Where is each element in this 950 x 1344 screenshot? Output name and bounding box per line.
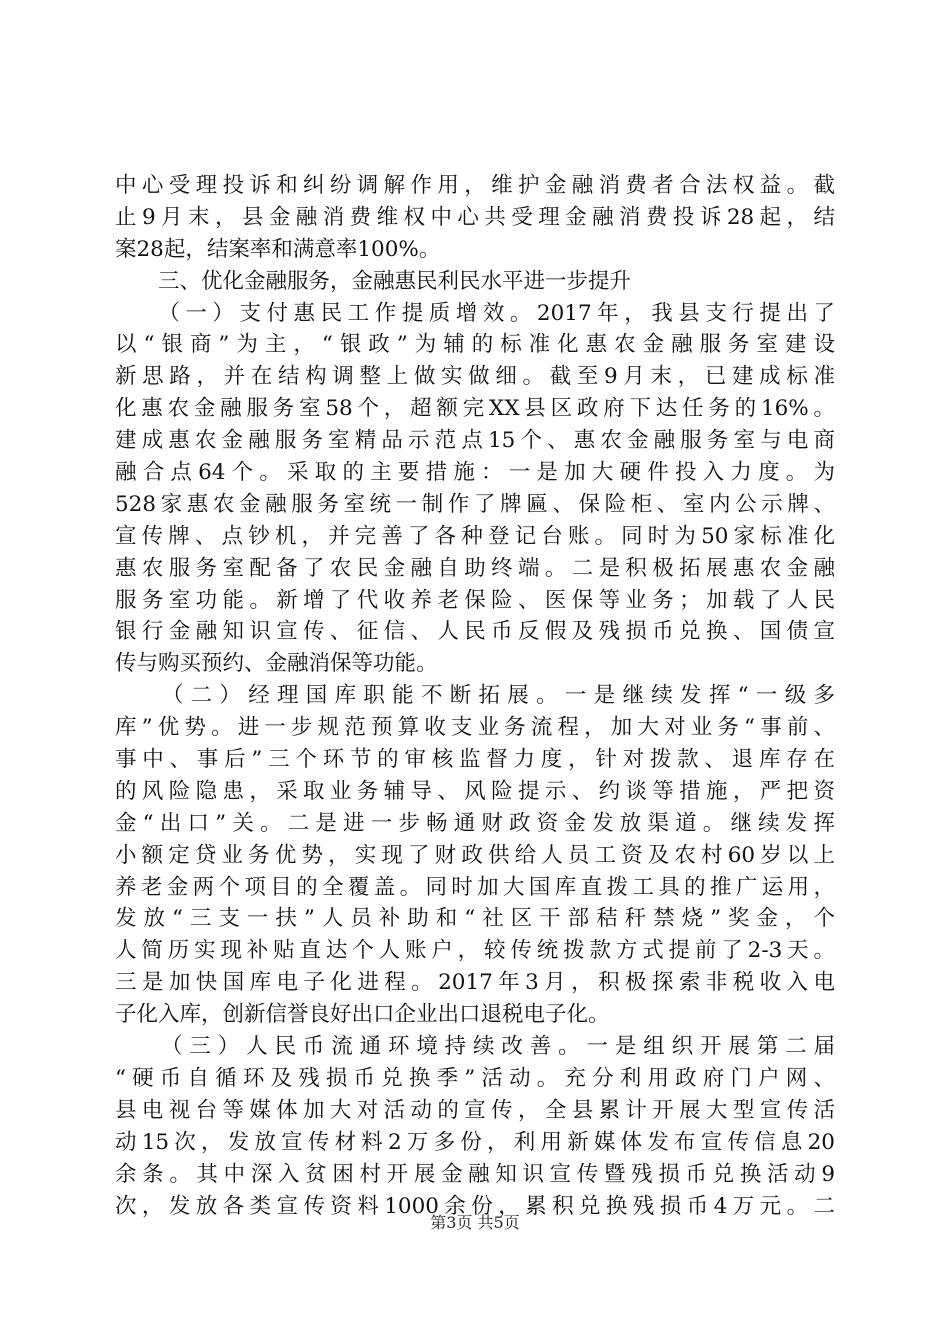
text-line: 服务室功能。新增了代收养老保险、医保等业务；加载了人民 [115, 587, 835, 613]
text-line: 的风险隐患，采取业务辅导、风险提示、约谈等措施，严把资 [115, 778, 835, 804]
text-line: 人简历实现补贴直达个人账户，较传统拨款方式提前了2-3天。 [115, 938, 835, 964]
text-line: 中心受理投诉和纠纷调解作用，维护金融消费者合法权益。截 [115, 173, 835, 198]
text-line: 小额定贷业务优势，实现了财政供给人员工资及农村60岁以上 [115, 842, 835, 868]
text-line: 养老金两个项目的全覆盖。同时加大国库直拨工具的推广运用， [115, 874, 835, 900]
text-line: 新思路，并在结构调整上做实做细。截至9月末，已建成标准 [115, 364, 835, 390]
text-line: （二）经理国库职能不断拓展。一是继续发挥“一级多 [115, 683, 835, 709]
text-line: 余条。其中深入贫困村开展金融知识宣传暨残损币兑换活动9 [115, 1161, 835, 1187]
text-line: 子化入库，创新信誉良好出口企业出口退税电子化。 [115, 1002, 610, 1028]
text-line: 惠农服务室配备了农民金融自助终端。二是积极拓展惠农金融 [115, 555, 835, 581]
text-line: 三是加快国库电子化进程。2017年3月，积极探索非税收入电 [115, 970, 835, 996]
text-line: 以“银商”为主，“银政”为辅的标准化惠农金融服务室建设 [115, 332, 835, 358]
text-line: （三）人民币流通环境持续改善。一是组织开展第二届 [115, 1034, 835, 1060]
text-line: 动15次，发放宣传材料2万多份，利用新媒体发布宣传信息20 [115, 1129, 835, 1155]
text-line: 发放“三支一扶”人员补助和“社区干部秸秆禁烧”奖金，个 [115, 906, 835, 932]
text-line: 县电视台等媒体加大对活动的宣传，全县累计开展大型宣传活 [115, 1097, 835, 1123]
document-body [115, 170, 835, 1222]
text-line: 宣传牌、点钞机，并完善了各种登记台账。同时为50家标准化 [115, 523, 835, 549]
text-line: 事中、事后”三个环节的审核监督力度，针对拨款、退库存在 [115, 747, 835, 773]
text-line: （一）支付惠民工作提质增效。2017年，我县支行提出了 [115, 300, 835, 326]
text-line: 建成惠农金融服务室精品示范点15个、惠农金融服务室与电商 [115, 428, 835, 454]
text-line: 次，发放各类宣传资料1000余份，累积兑换残损币4万元。二 [115, 1193, 835, 1219]
text-line: 传与购买预约、金融消保等功能。 [115, 651, 438, 677]
page-footer: 第3页 共5页 [430, 1213, 520, 1232]
text-line: 止9月末，县金融消费维权中心共受理金融消费投诉28起，结 [115, 204, 835, 230]
text-line: 528家惠农金融服务室统一制作了牌匾、保险柜、室内公示牌、 [115, 491, 835, 517]
text-line: 案28起，结案率和满意率100%。 [115, 236, 441, 262]
text-line: 融合点64个。采取的主要措施：一是加大硬件投入力度。为 [115, 460, 835, 486]
text-line: “硬币自循环及残损币兑换季”活动。充分利用政府门户网、 [115, 1065, 835, 1091]
text-line: 库”优势。进一步规范预算收支业务流程，加大对业务“事前、 [115, 715, 835, 741]
section-heading: 三、优化金融服务，金融惠民利民水平进一步提升 [115, 268, 632, 294]
text-line: 金“出口”关。二是进一步畅通财政资金发放渠道。继续发挥 [115, 810, 835, 836]
text-line: 银行金融知识宣传、征信、人民币反假及残损币兑换、国债宣 [115, 619, 835, 645]
text-line: 化惠农金融服务室58个，超额完XX县区政府下达任务的16%。 [115, 396, 835, 422]
